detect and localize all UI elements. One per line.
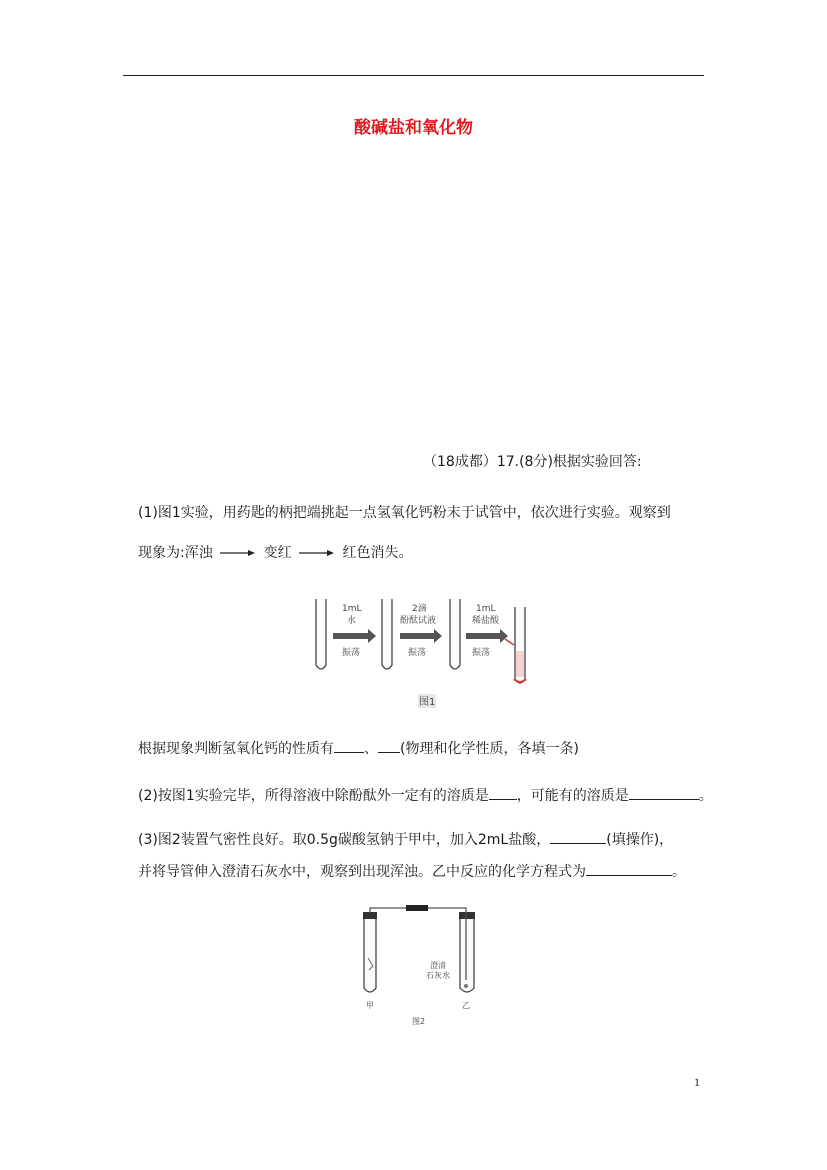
- figure2-drawing: [350, 900, 490, 1032]
- part1-prefix: 现象为:浑浊: [138, 545, 213, 561]
- arrow2-label-bottom: 振荡: [408, 648, 427, 658]
- part3-end: 。: [672, 864, 686, 880]
- arrow1-label-mid: 水: [347, 616, 357, 626]
- delivery-tube: [370, 908, 466, 980]
- label-jia: 甲: [366, 1001, 374, 1010]
- arrow3-label-bottom: 振荡: [472, 648, 491, 658]
- figure1-caption: 图1: [419, 697, 436, 708]
- part1-step3: 红色消失。: [342, 545, 413, 561]
- judge-separator: 、: [364, 741, 378, 757]
- part3-text-2: 并将导管伸入澄清石灰水中，观察到出现浑浊。乙中反应的化学方程式为: [138, 864, 586, 880]
- arrow1-label-bottom: 振荡: [342, 648, 361, 658]
- part2-text: (2)按图1实验完毕，所得溶液中除酚酞外一定有的溶质是: [138, 788, 489, 804]
- part3-note: (填操作)，: [606, 832, 674, 848]
- part2-end: 。: [698, 788, 713, 804]
- label-limewater: 石灰水: [426, 971, 450, 980]
- tube-jia: [364, 918, 376, 992]
- rubber-joint: [406, 905, 428, 911]
- right-arrow-icon: [220, 549, 256, 557]
- stopper-jia: [363, 912, 377, 919]
- header-rule: [123, 75, 704, 76]
- blank-possible-solute[interactable]: [629, 785, 699, 800]
- arrow3-label-mid: 稀盐酸: [472, 616, 500, 626]
- figure2-caption: 图2: [412, 1017, 426, 1026]
- part2-text-b: ，可能有的溶质是: [516, 788, 629, 804]
- blank-chemical-property[interactable]: [378, 738, 400, 753]
- arrow2-label-mid: 酚酞试液: [400, 616, 437, 626]
- label-yi: 乙: [462, 1001, 470, 1010]
- arrow-3: [466, 629, 508, 643]
- blank-physical-property[interactable]: [334, 738, 364, 753]
- arrow2-label-top: 2滴: [412, 604, 427, 614]
- judge-line: [138, 738, 579, 759]
- part3-text: (3)图2装置气密性良好。取0.5g碳酸氢钠于甲中，加入2mL盐酸，: [138, 832, 551, 848]
- page-number: 1: [694, 1075, 700, 1089]
- blank-operation[interactable]: [550, 829, 606, 844]
- question-header: （18成都）17.(8分)根据实验回答:: [423, 454, 642, 470]
- part2-line: [138, 785, 713, 806]
- blank-equation[interactable]: [586, 861, 672, 876]
- stopper-yi: [459, 912, 475, 919]
- test-tube-2: [382, 599, 392, 669]
- test-tube-3: [450, 599, 460, 669]
- arrow-2: [400, 629, 442, 643]
- part1-step2: 变红: [263, 545, 292, 561]
- arrow3-label-top: 1mL: [476, 604, 496, 614]
- right-arrow-icon: [299, 549, 335, 557]
- label-clear: 澄清: [430, 961, 446, 970]
- part1-line1: (1)图1实验，用药匙的柄把端挑起一点氢氧化钙粉末于试管中，依次进行实验。观察到: [138, 505, 671, 521]
- figure2: [350, 900, 490, 1032]
- part3-line2: [138, 861, 686, 882]
- blank-certain-solute[interactable]: [489, 785, 517, 800]
- arrow1-label-top: 1mL: [342, 604, 362, 614]
- red-solution: [516, 651, 524, 677]
- page-title: 酸碱盐和氧化物: [354, 118, 473, 138]
- judge-text: 根据现象判断氢氧化钙的性质有: [138, 741, 334, 757]
- arrow-1: [333, 629, 376, 643]
- judge-note: (物理和化学性质，各填一条): [400, 741, 579, 757]
- part1-line2: [138, 543, 413, 563]
- part3-line1: [138, 829, 673, 850]
- tube-yi: [460, 918, 474, 992]
- test-tube-1: [316, 599, 326, 669]
- figure1: [300, 593, 540, 713]
- figure1-drawing: [300, 593, 540, 713]
